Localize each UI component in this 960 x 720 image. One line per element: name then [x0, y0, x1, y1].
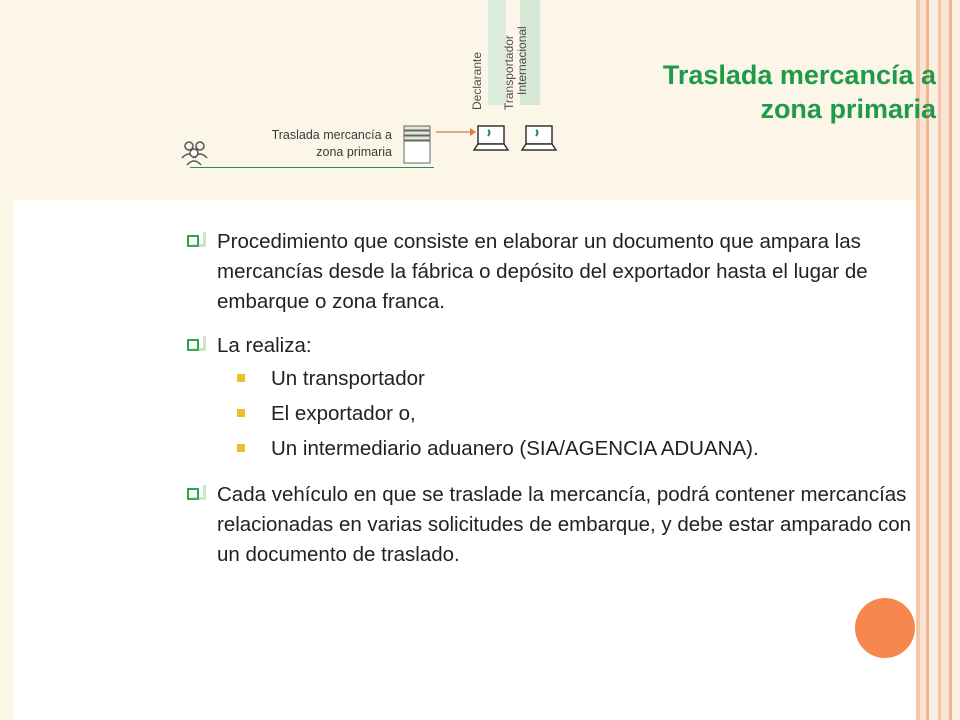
arrow-icon	[436, 127, 476, 137]
sub-bullet-item	[185, 396, 925, 431]
slide-title	[576, 58, 936, 126]
small-square-bullet-icon	[237, 444, 245, 452]
sub-bullet-text: Un intermediario aduanero (SIA/AGENCIA ADUANA).	[271, 437, 759, 460]
square-bullet-icon	[187, 339, 199, 351]
sub-bullet-item	[185, 361, 925, 396]
process-label	[222, 127, 392, 161]
slide-title-line2: zona primaria	[760, 94, 936, 124]
bullet-text: Procedimiento que consiste en elaborar un documento que ampara las mercancías desde la fábrica o depósito del exportador hasta el lugar de embarque o zona franca.	[217, 230, 868, 313]
process-label-line2: zona primaria	[316, 145, 392, 159]
bullet-text: Cada vehículo en que se traslade la mercancía, podrá contener mercancías relacionadas en varias solicitudes de embarque, y debe estar amparado con un documento de traslado.	[217, 483, 911, 566]
sub-bullet-text: El exportador o,	[271, 402, 416, 425]
bullet-item-vehiculo	[185, 480, 925, 570]
lane-label-declarante: Declarante	[470, 51, 484, 110]
lane-label-internacional: Internacional	[515, 26, 529, 95]
small-square-bullet-icon	[237, 374, 245, 382]
left-band	[0, 200, 14, 720]
computer-transportador-icon	[520, 124, 558, 154]
bullet-item-realiza	[185, 331, 925, 361]
slide-title-line1: Traslada mercancía a	[662, 60, 936, 90]
slide-body	[185, 227, 925, 584]
bullet-item-procedimiento	[185, 227, 925, 317]
sub-bullet-item	[185, 431, 925, 466]
decorative-orange-circle	[855, 598, 915, 658]
sub-bullet-text: Un transportador	[271, 367, 425, 390]
process-label-line1: Traslada mercancía a	[271, 128, 392, 142]
documents-icon	[402, 124, 432, 166]
computer-declarante-icon	[472, 124, 510, 154]
lane-label-transportador: Transportador	[502, 35, 516, 110]
bullet-text: La realiza:	[217, 334, 312, 357]
square-bullet-icon	[187, 235, 199, 247]
process-underline	[190, 167, 434, 168]
square-bullet-icon	[187, 488, 199, 500]
people-icon	[180, 138, 210, 166]
small-square-bullet-icon	[237, 409, 245, 417]
